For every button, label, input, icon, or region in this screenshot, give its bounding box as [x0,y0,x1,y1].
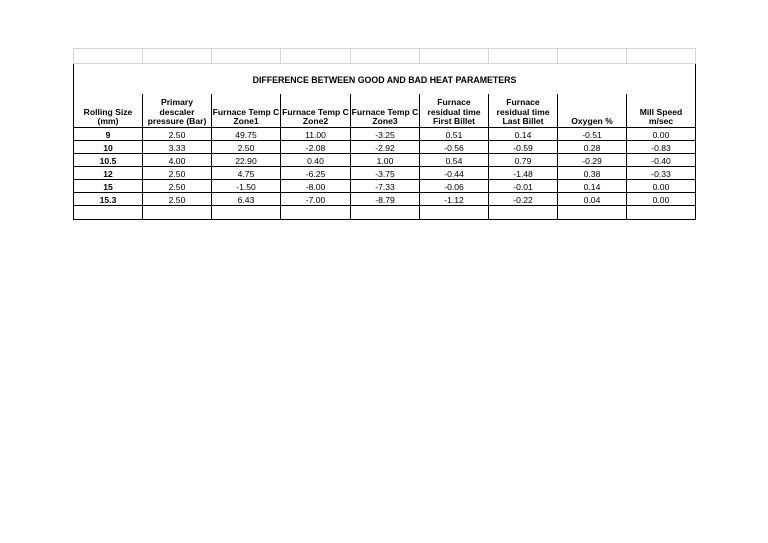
empty-cell [212,206,281,220]
table-cell: 0.00 [627,180,696,193]
header-mill-speed: Mill Speed m/sec [627,94,696,128]
table-cell: -0.29 [558,154,627,167]
table-cell: -0.51 [558,128,627,141]
table-cell: -0.56 [420,141,489,154]
rolling-size-cell: 10.5 [74,154,143,167]
table-cell: -2.92 [351,141,420,154]
header-furnace-temp-zone3: Furnace Temp C Zone3 [351,94,420,128]
table-row [74,141,696,154]
table-cell: -7.00 [281,193,351,206]
table-cell: -1.48 [489,167,558,180]
table-title: DIFFERENCE BETWEEN GOOD AND BAD HEAT PARAMETERS [74,64,696,95]
empty-grid-row-top [74,49,696,64]
table-cell: -8.79 [351,193,420,206]
rolling-size-cell: 15.3 [74,193,143,206]
table-cell: -7.33 [351,180,420,193]
table-cell: -0.83 [627,141,696,154]
empty-cell [351,206,420,220]
table-cell: 0.54 [420,154,489,167]
empty-cell [627,49,696,64]
table-cell: 1.00 [351,154,420,167]
table-cell: 2.50 [143,167,212,180]
header-residual-last-billet: Furnace residual time Last Billet [489,94,558,128]
table-cell: -3.75 [351,167,420,180]
empty-cell [489,49,558,64]
table-cell: 3.33 [143,141,212,154]
table-cell: 0.40 [281,154,351,167]
table-cell: -3.25 [351,128,420,141]
table-cell: -0.22 [489,193,558,206]
header-rolling-size: Rolling Size (mm) [74,94,143,128]
rolling-size-cell: 15 [74,180,143,193]
table-cell: 0.79 [489,154,558,167]
table-cell: 0.00 [627,128,696,141]
table-cell: 0.14 [558,180,627,193]
empty-cell [627,206,696,220]
empty-cell [143,49,212,64]
header-residual-first-billet: Furnace residual time First Billet [420,94,489,128]
table-cell: 11.00 [281,128,351,141]
table-cell: 49.75 [212,128,281,141]
table-cell: 2.50 [143,193,212,206]
header-oxygen: Oxygen % [558,94,627,128]
header-furnace-temp-zone1: Furnace Temp C Zone1 [212,94,281,128]
header-furnace-temp-zone2: Furnace Temp C Zone2 [281,94,351,128]
table-cell: 2.50 [143,180,212,193]
empty-cell [558,206,627,220]
rolling-size-cell: 9 [74,128,143,141]
table-cell: -0.59 [489,141,558,154]
header-row [74,94,696,128]
table-cell: 0.00 [627,193,696,206]
table-row [74,193,696,206]
empty-cell [420,206,489,220]
table-row [74,154,696,167]
table-row [74,180,696,193]
table-row [74,128,696,141]
empty-cell [74,49,143,64]
table-cell: 0.04 [558,193,627,206]
empty-cell [420,49,489,64]
table-cell: 2.50 [212,141,281,154]
table-cell: -2.08 [281,141,351,154]
empty-cell [281,206,351,220]
empty-cell [212,49,281,64]
table-cell: -1.12 [420,193,489,206]
table-cell: 0.38 [558,167,627,180]
table-cell: 4.75 [212,167,281,180]
table-cell: -0.40 [627,154,696,167]
rolling-size-cell: 10 [74,141,143,154]
empty-cell [281,49,351,64]
empty-cell [558,49,627,64]
table-cell: -8.00 [281,180,351,193]
table-cell: 0.28 [558,141,627,154]
table-cell: -1.50 [212,180,281,193]
empty-cell [489,206,558,220]
table-cell: -0.01 [489,180,558,193]
empty-cell [74,206,143,220]
header-descaler-pressure: Primary descaler pressure (Bar) [143,94,212,128]
table-row [74,167,696,180]
empty-grid-row-bottom [74,206,696,220]
table-cell: 2.50 [143,128,212,141]
table-cell: -0.44 [420,167,489,180]
rolling-size-cell: 12 [74,167,143,180]
title-row [74,64,696,95]
table-cell: 0.51 [420,128,489,141]
table-cell: -0.06 [420,180,489,193]
table-cell: 22.90 [212,154,281,167]
empty-cell [351,49,420,64]
empty-cell [143,206,212,220]
parameters-table [73,48,696,220]
table-cell: -6.25 [281,167,351,180]
table-cell: 4.00 [143,154,212,167]
table-cell: -0.33 [627,167,696,180]
table-cell: 0.14 [489,128,558,141]
table-cell: 6.43 [212,193,281,206]
